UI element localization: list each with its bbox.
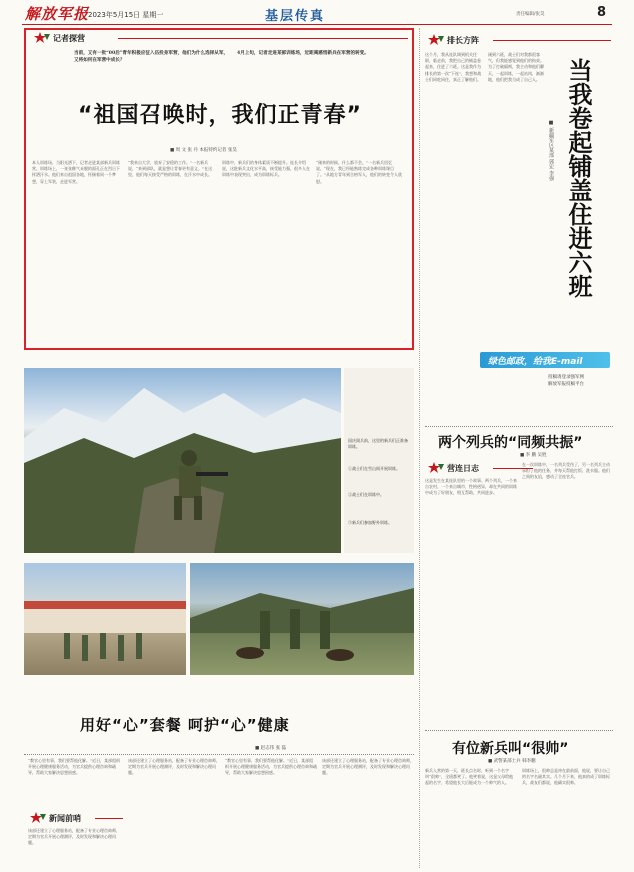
article-col-4: “刚来的时候，什么都不会。”一名新兵回忆说，“现在，我已经能熟练完成各种训练课目了。”从地方青年到合格军人，他们的转变令人欣慰。 <box>316 160 403 184</box>
divider <box>425 730 613 731</box>
bottom-left-byline: ■ 赵志伟 张 磊 <box>255 746 287 751</box>
bottom-right-byline: ■ 武警某部士兵 韩李鹏 <box>488 759 536 764</box>
mid-right-col-1: 这是发生在某连队里的一个故事。两个列兵，一个来自农村，一个来自城市，性格迥异，却在共同的训练中成为了好朋友，相互帮助，共同进步。 <box>425 478 517 496</box>
star-icon <box>428 34 444 46</box>
section-title: 基层传真 <box>265 9 326 24</box>
right-top-byline: ■ 新疆军区某部 郭宏 李强 <box>548 120 554 181</box>
mid-right-byline: ■ 李 鹏 吴胜 <box>520 453 547 458</box>
mail-banner <box>480 352 610 368</box>
bottom-left-brief: 该部还建立了心理服务站，配备了专业心理咨询师，定期为官兵开展心理测评，及时发现和解决心理问题。 <box>28 828 120 846</box>
tag-rule <box>493 40 611 41</box>
right-article-col-1: 这个月，我从连队调到机关任职，临走前，我把自己的铺盖卷起来，住进了六班。这是我作为排长的第一次“下连”，我想和战士们同吃同住，真正了解他们。 <box>425 52 482 82</box>
divider <box>24 754 414 755</box>
star-icon <box>34 32 50 44</box>
tag-label: 营连日志 <box>447 463 479 473</box>
article-col-3: 训练中，新兵们的身体素质不断提升。连长介绍说，这批新兵文化水平高，接受能力强，很多人在训练中表现突出，成为训练标兵。 <box>222 160 310 178</box>
bottom-left-headline: 用好“心”套餐 呵护“心”健康 <box>80 716 290 734</box>
parade-photo <box>24 563 186 675</box>
mid-right-tag <box>428 462 479 474</box>
right-top-tag <box>428 34 479 46</box>
column-separator <box>419 28 420 868</box>
bottom-right-col-1: 新兵入营的第一天，班长点名时，听到一个名字叫“很帅”，全班都笑了。他笑着说，这是父母给他起的名字，希望他长大后能成为一个帅气的人。 <box>425 768 514 786</box>
bottom-left-tag <box>30 812 81 824</box>
top-byline: ■ 周 文 张 丹 本报特约记者 张昊 <box>170 148 237 153</box>
bottom-left-col-4: 该部还建立了心理服务站，配备了专业心理咨询师，定期为官兵开展心理测评，及时发现和解决心理问题。 <box>322 758 414 776</box>
issue-date: 2023年5月15日 星期一 <box>88 11 164 19</box>
bottom-right-headline: 有位新兵叫“很帅” <box>452 741 569 757</box>
dog-training-photo <box>190 563 414 675</box>
bottom-left-col-3: “教官心里有事，我们要帮他化解。”近日，某部组织开展心理健康服务活动，为官兵提供心理咨询和疏导，帮助大家解决思想困惑。 <box>225 758 317 776</box>
photo-caption-2: ②战士们在训练中。 <box>348 492 384 497</box>
tag-rule <box>118 38 408 39</box>
article-col-1: 本人训练场，当阳光洒下，记者走进某部新兵训练营。训练场上，一张张稚气未脱的面孔正在烈日下挥洒汗水。他们来自祖国各地，怀揣着同一个梦想，穿上军装，走进军营。 <box>32 160 120 184</box>
mail-sub-1: 投稿请登录强军网 <box>548 375 584 380</box>
mail-label: 绿色邮政，给我E-mail <box>488 357 583 367</box>
mail-sub-2: 解放军报投稿平台 <box>548 382 584 387</box>
star-icon <box>30 812 46 824</box>
newspaper-logo: 解放军报 <box>25 5 90 23</box>
right-top-headline: 当我卷起铺盖住进六班 <box>564 58 592 298</box>
mid-right-col-2: 在一次训练中，一名列兵受伤了，另一名列兵主动承担了他的任务，并每天帮他打饭、洗衣服。他们之间的友谊，感动了全连官兵。 <box>522 462 610 480</box>
responsible-editor: 责任编辑/张昊 <box>516 12 545 17</box>
star-icon <box>428 462 444 474</box>
deck-right: 4月上旬，记者走进某部训练场，近距离感悟新兵在军营的转变。 <box>237 51 369 56</box>
photo-caption-main: 国庆阅兵前，这里的新兵们正准备训练。 <box>348 438 408 449</box>
article-col-2: “我来自大学，放弃了安稳的工作。”一名新兵说，“来到部队，就是想让青春更有意义。”在这里，他们每天接受严格的训练，在汗水中成长。 <box>128 160 213 178</box>
tag-label: 新闻前哨 <box>49 813 81 823</box>
top-headline: “祖国召唤时，我们正青春” <box>78 103 362 128</box>
divider <box>425 426 613 427</box>
page-number: 8 <box>597 5 607 20</box>
bottom-left-col-2: 该部还建立了心理服务站，配备了专业心理咨询师，定期为官兵开展心理测评，及时发现和解决心理问题。 <box>128 758 220 776</box>
photo-caption-1: ①战士们在雪山间开展训练。 <box>348 466 400 471</box>
bottom-left-col-1: “教官心里有事，我们要帮他化解。”近日，某部组织开展心理健康服务活动，为官兵提供心理咨询和疏导，帮助大家解决思想困惑。 <box>28 758 121 776</box>
tag-rule <box>95 818 123 819</box>
deck-left: 当前，又有一批“00后”青年积极应征入伍投身军营，他们为什么选择从军，又将如何在军营中成长？ <box>74 51 229 63</box>
tag-label: 记者探营 <box>53 33 85 43</box>
mountain-training-photo <box>24 368 341 553</box>
photo-caption-panel <box>344 368 414 553</box>
tag-label: 排长方阵 <box>447 35 479 45</box>
photo-caption-3: ③新兵们参加野外训练。 <box>348 520 392 525</box>
mid-right-headline: 两个列兵的“同频共振” <box>438 435 583 451</box>
right-article-col-2: 刚到六班，战士们对我都很客气，但我能感觉到他们的拘束。为了打破隔阂，我主动和他们聊天，一起训练，一起站岗，渐渐地，他们把我当成了自己人。 <box>488 52 544 82</box>
bottom-right-col-2: 训练场上，很帅总是冲在最前面，他说，要让自己的名字名副其实。几个月下来，他真的成了训练标兵，战友们都说，他确实很帅。 <box>522 768 610 786</box>
top-story-tag <box>34 32 85 44</box>
masthead-rule <box>22 24 612 25</box>
